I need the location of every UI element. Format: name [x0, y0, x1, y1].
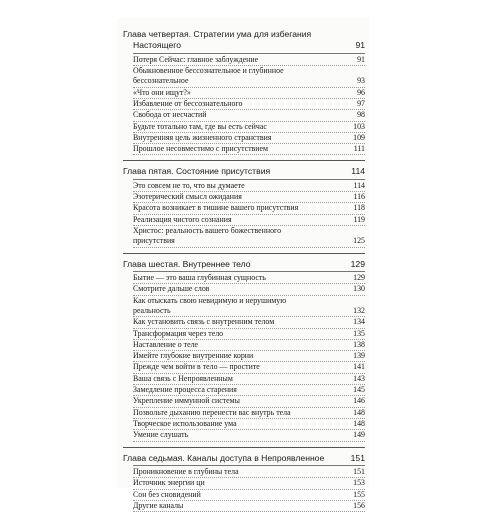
toc-entry	[133, 396, 365, 407]
toc-entry	[133, 226, 365, 236]
entry-page: 141	[353, 362, 365, 372]
chapter-page: 91	[355, 40, 365, 51]
chapter-page: 129	[350, 258, 365, 269]
entry-title: Позвольте дыханию перенести вас внутрь тела	[133, 407, 291, 417]
entry-page: 156	[353, 500, 365, 510]
toc-entry	[133, 374, 365, 385]
entry-title: Эзотерический смысл ожидания	[133, 192, 242, 202]
toc-entry	[133, 236, 365, 247]
chapter-rule	[133, 53, 365, 54]
chapter-title	[123, 453, 365, 464]
entry-title: присутствия	[133, 236, 175, 246]
entry-title: Потеря Сейчас: главное заблуждение	[133, 54, 259, 64]
entry-page: 125	[353, 236, 365, 246]
chapter-title-cont	[123, 40, 365, 51]
entry-page: 145	[353, 385, 365, 395]
toc-entry	[133, 181, 365, 192]
toc-entry	[133, 66, 365, 76]
toc-entry	[133, 419, 365, 430]
entry-page: 91	[357, 54, 365, 64]
toc-entry	[133, 88, 365, 99]
toc-entry	[133, 110, 365, 121]
entry-title: Трансформация через тело	[133, 328, 224, 338]
entry-page: 151	[353, 466, 365, 476]
chapter-title-line1: Глава седьмая. Каналы доступа в Непроявленное	[123, 452, 325, 463]
entry-list	[133, 181, 365, 248]
chapter-title-line1: Глава шестая. Внутреннее тело	[123, 258, 251, 269]
entry-title: реальность	[133, 305, 171, 315]
entry-title: Как установить связь с внутренним телом	[133, 317, 275, 327]
chapter-rule	[133, 465, 365, 466]
entry-page: 96	[357, 87, 365, 97]
entry-page: 148	[353, 407, 365, 417]
entry-page: 138	[353, 339, 365, 349]
toc-entry	[133, 385, 365, 396]
chapter-rule	[133, 179, 365, 180]
entry-title: Умение слушать	[133, 430, 189, 440]
entry-title: Источник энергии ци	[133, 478, 205, 488]
toc-entry	[133, 122, 365, 133]
divider	[123, 253, 365, 254]
entry-page: 148	[353, 418, 365, 428]
entry-list	[133, 273, 365, 441]
toc-entry	[133, 273, 365, 284]
entry-title: Реализация чистого сознания	[133, 214, 232, 224]
entry-page: 129	[353, 273, 365, 283]
toc-entry	[133, 203, 365, 214]
toc-entry	[133, 192, 365, 203]
entry-title: Проникновение в глубины тела	[133, 466, 239, 476]
entry-title: Другие каналы	[133, 500, 184, 510]
toc-entry	[133, 99, 365, 110]
entry-title: Наставление о теле	[133, 339, 199, 349]
chapter-title	[123, 29, 365, 40]
entry-page: 119	[353, 214, 365, 224]
entry-page: 146	[353, 396, 365, 406]
entry-list	[133, 55, 365, 156]
entry-title: Прошлое несовместимо с присутствием	[133, 144, 269, 154]
toc-entry	[133, 362, 365, 373]
entry-title: бессознательное	[133, 76, 189, 86]
toc-entry	[133, 306, 365, 317]
entry-page: 97	[357, 99, 365, 108]
chapter-title-line1: Глава четвертая. Стратегии ума для избегания	[123, 29, 312, 39]
chapter-title	[123, 259, 365, 270]
entry-page: 143	[353, 373, 365, 383]
entry-title: Внутренняя цель жизненного странствия	[133, 132, 272, 142]
entry-page: 118	[353, 203, 365, 213]
chapter-6	[123, 259, 365, 442]
entry-page: 93	[357, 76, 365, 86]
toc-entry	[133, 329, 365, 340]
entry-page: 116	[353, 192, 365, 202]
entry-title: «Что они ищут?»	[133, 87, 191, 97]
toc-entry	[133, 296, 365, 306]
toc-entry	[133, 351, 365, 362]
toc-entry	[133, 55, 365, 66]
entry-title: Это совсем не то, что вы думаете	[133, 180, 245, 190]
entry-title: Имейте глубокие внутренние корни	[133, 351, 254, 361]
entry-page: 98	[357, 110, 365, 120]
book-page	[117, 18, 369, 510]
entry-title: Замедление процесса старения	[133, 385, 237, 395]
entry-page: 130	[353, 284, 365, 294]
entry-page: 139	[353, 351, 365, 361]
chapter-5	[123, 166, 365, 247]
toc-entry	[133, 408, 365, 419]
chapter-title-line1: Глава пятая. Состояние присутствия	[123, 166, 271, 177]
toc-entry	[133, 76, 365, 87]
entry-page: 135	[353, 328, 365, 338]
toc-entry	[133, 144, 365, 155]
chapter-7	[123, 453, 365, 512]
entry-page: 109	[353, 132, 365, 142]
chapter-title	[123, 166, 365, 177]
entry-title: Свобода от несчастий	[133, 110, 207, 120]
entry-title: Смотрите дальше слов	[133, 284, 210, 294]
table-of-contents	[123, 29, 365, 512]
entry-page: 103	[353, 121, 365, 131]
entry-title: Красота возникает в тишине вашего присутствия	[133, 203, 299, 213]
entry-title: Сон без сновидений	[133, 489, 201, 499]
toc-entry	[133, 215, 365, 226]
entry-title: Будьте тотально там, где вы есть сейчас	[133, 121, 267, 131]
entry-page: 132	[353, 305, 365, 315]
toc-entry	[133, 501, 365, 512]
entry-title: Творческое использование ума	[133, 418, 237, 428]
entry-page: 114	[353, 180, 365, 190]
divider	[123, 447, 365, 448]
entry-list	[133, 467, 365, 512]
toc-entry	[133, 284, 365, 295]
toc-entry	[133, 340, 365, 351]
chapter-page: 151	[350, 452, 365, 463]
entry-page: 111	[353, 144, 365, 154]
toc-entry	[133, 430, 365, 441]
entry-page: 134	[353, 317, 365, 327]
chapter-page: 114	[351, 166, 365, 177]
toc-entry	[133, 478, 365, 489]
toc-entry	[133, 133, 365, 144]
entry-title: Ваша связь с Непроявленным	[133, 373, 233, 383]
divider	[123, 160, 365, 161]
toc-entry	[133, 490, 365, 501]
entry-page: 149	[353, 430, 365, 440]
toc-entry	[133, 467, 365, 478]
entry-page: 153	[353, 478, 365, 488]
entry-title: Христос: реальность вашего божественного	[133, 226, 282, 236]
chapter-title-line2: Настоящего	[133, 40, 182, 51]
entry-title: Бытие — это ваша глубинная сущность	[133, 273, 266, 283]
entry-title: Укрепление иммунной системы	[133, 396, 240, 406]
toc-entry	[133, 317, 365, 328]
entry-title: Прежде чем войти в тело — простите	[133, 362, 260, 372]
chapter-4	[123, 29, 365, 155]
entry-title: Избавление от бессознательного	[133, 99, 243, 108]
entry-title: Обыкновенное бессознательное и глубинное	[133, 66, 284, 76]
entry-title: Как отыскать свою невидимую и нерушимую	[133, 295, 287, 305]
chapter-rule	[133, 271, 365, 272]
entry-page: 155	[353, 489, 365, 499]
